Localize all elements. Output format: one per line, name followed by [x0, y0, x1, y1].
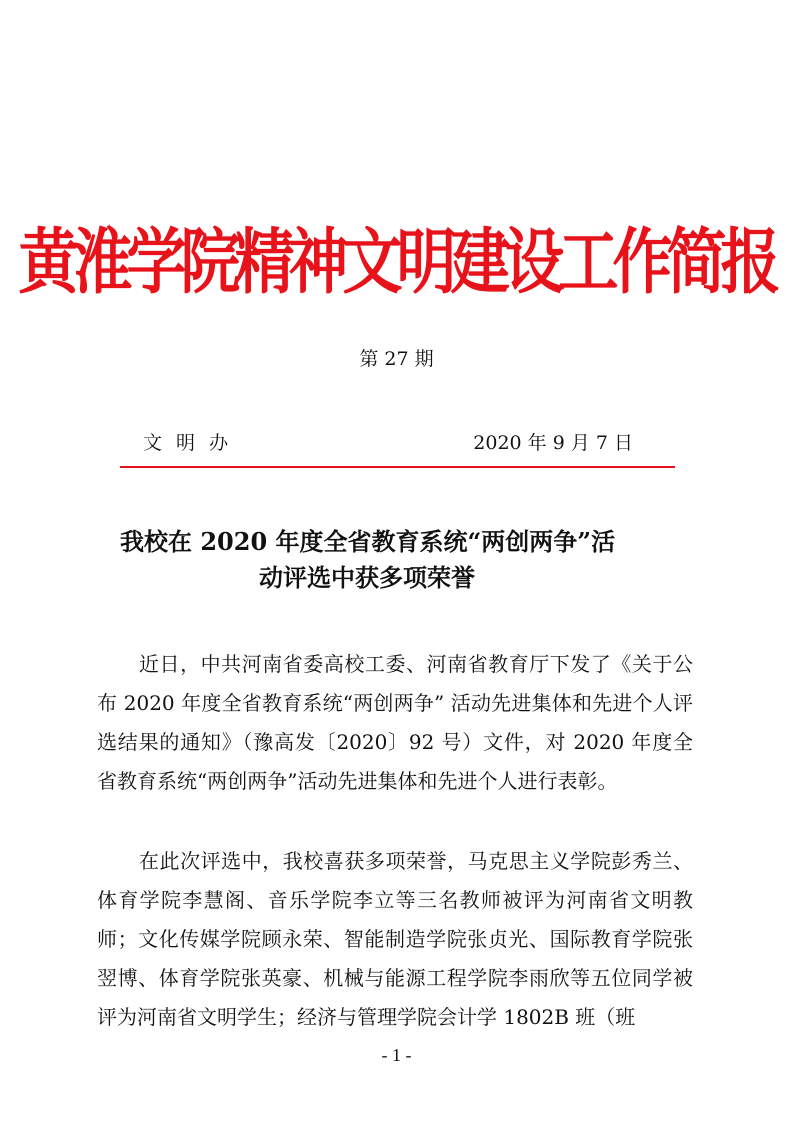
article-title-line-2: 动评选中获多项荣誉: [259, 563, 475, 592]
article-title: [120, 524, 710, 596]
issue-date: 2020 年 9 月 7 日: [473, 432, 633, 454]
body-paragraph: 近日，中共河南省委高校工委、河南省教育厅下发了《关于公布 2020 年度全省教育系统“两创两争” 活动先进集体和先进个人评选结果的通知》（豫高发〔2020〕92 号）文件，对 2020 年度全省教育系统“两创两争”活动先进集体和先进个人进行表彰。: [97, 652, 693, 793]
issue-number: 第 27 期: [359, 348, 434, 370]
red-separator-line: [120, 466, 675, 468]
article-title-line-1: 我校在 2020 年度全省教育系统“两创两争”活: [120, 527, 616, 556]
issuing-office: 文 明 办: [143, 432, 233, 454]
body-paragraph: 在此次评选中，我校喜获多项荣誉，马克思主义学院彭秀兰、体育学院李慧阁、音乐学院李立等三名教师被评为河南省文明教师；文化传媒学院顾永荣、智能制造学院张贞光、国际教育学院张翌博、体育学院张英豪、机械与能源工程学院李雨欣等五位同学被评为河南省文明学生；经济与管理学院会计学 1802B 班（班: [97, 849, 693, 1029]
masthead-title: 黄淮学院精神文明建设工作简报: [18, 221, 775, 305]
page-number: - 1 -: [381, 1045, 412, 1065]
